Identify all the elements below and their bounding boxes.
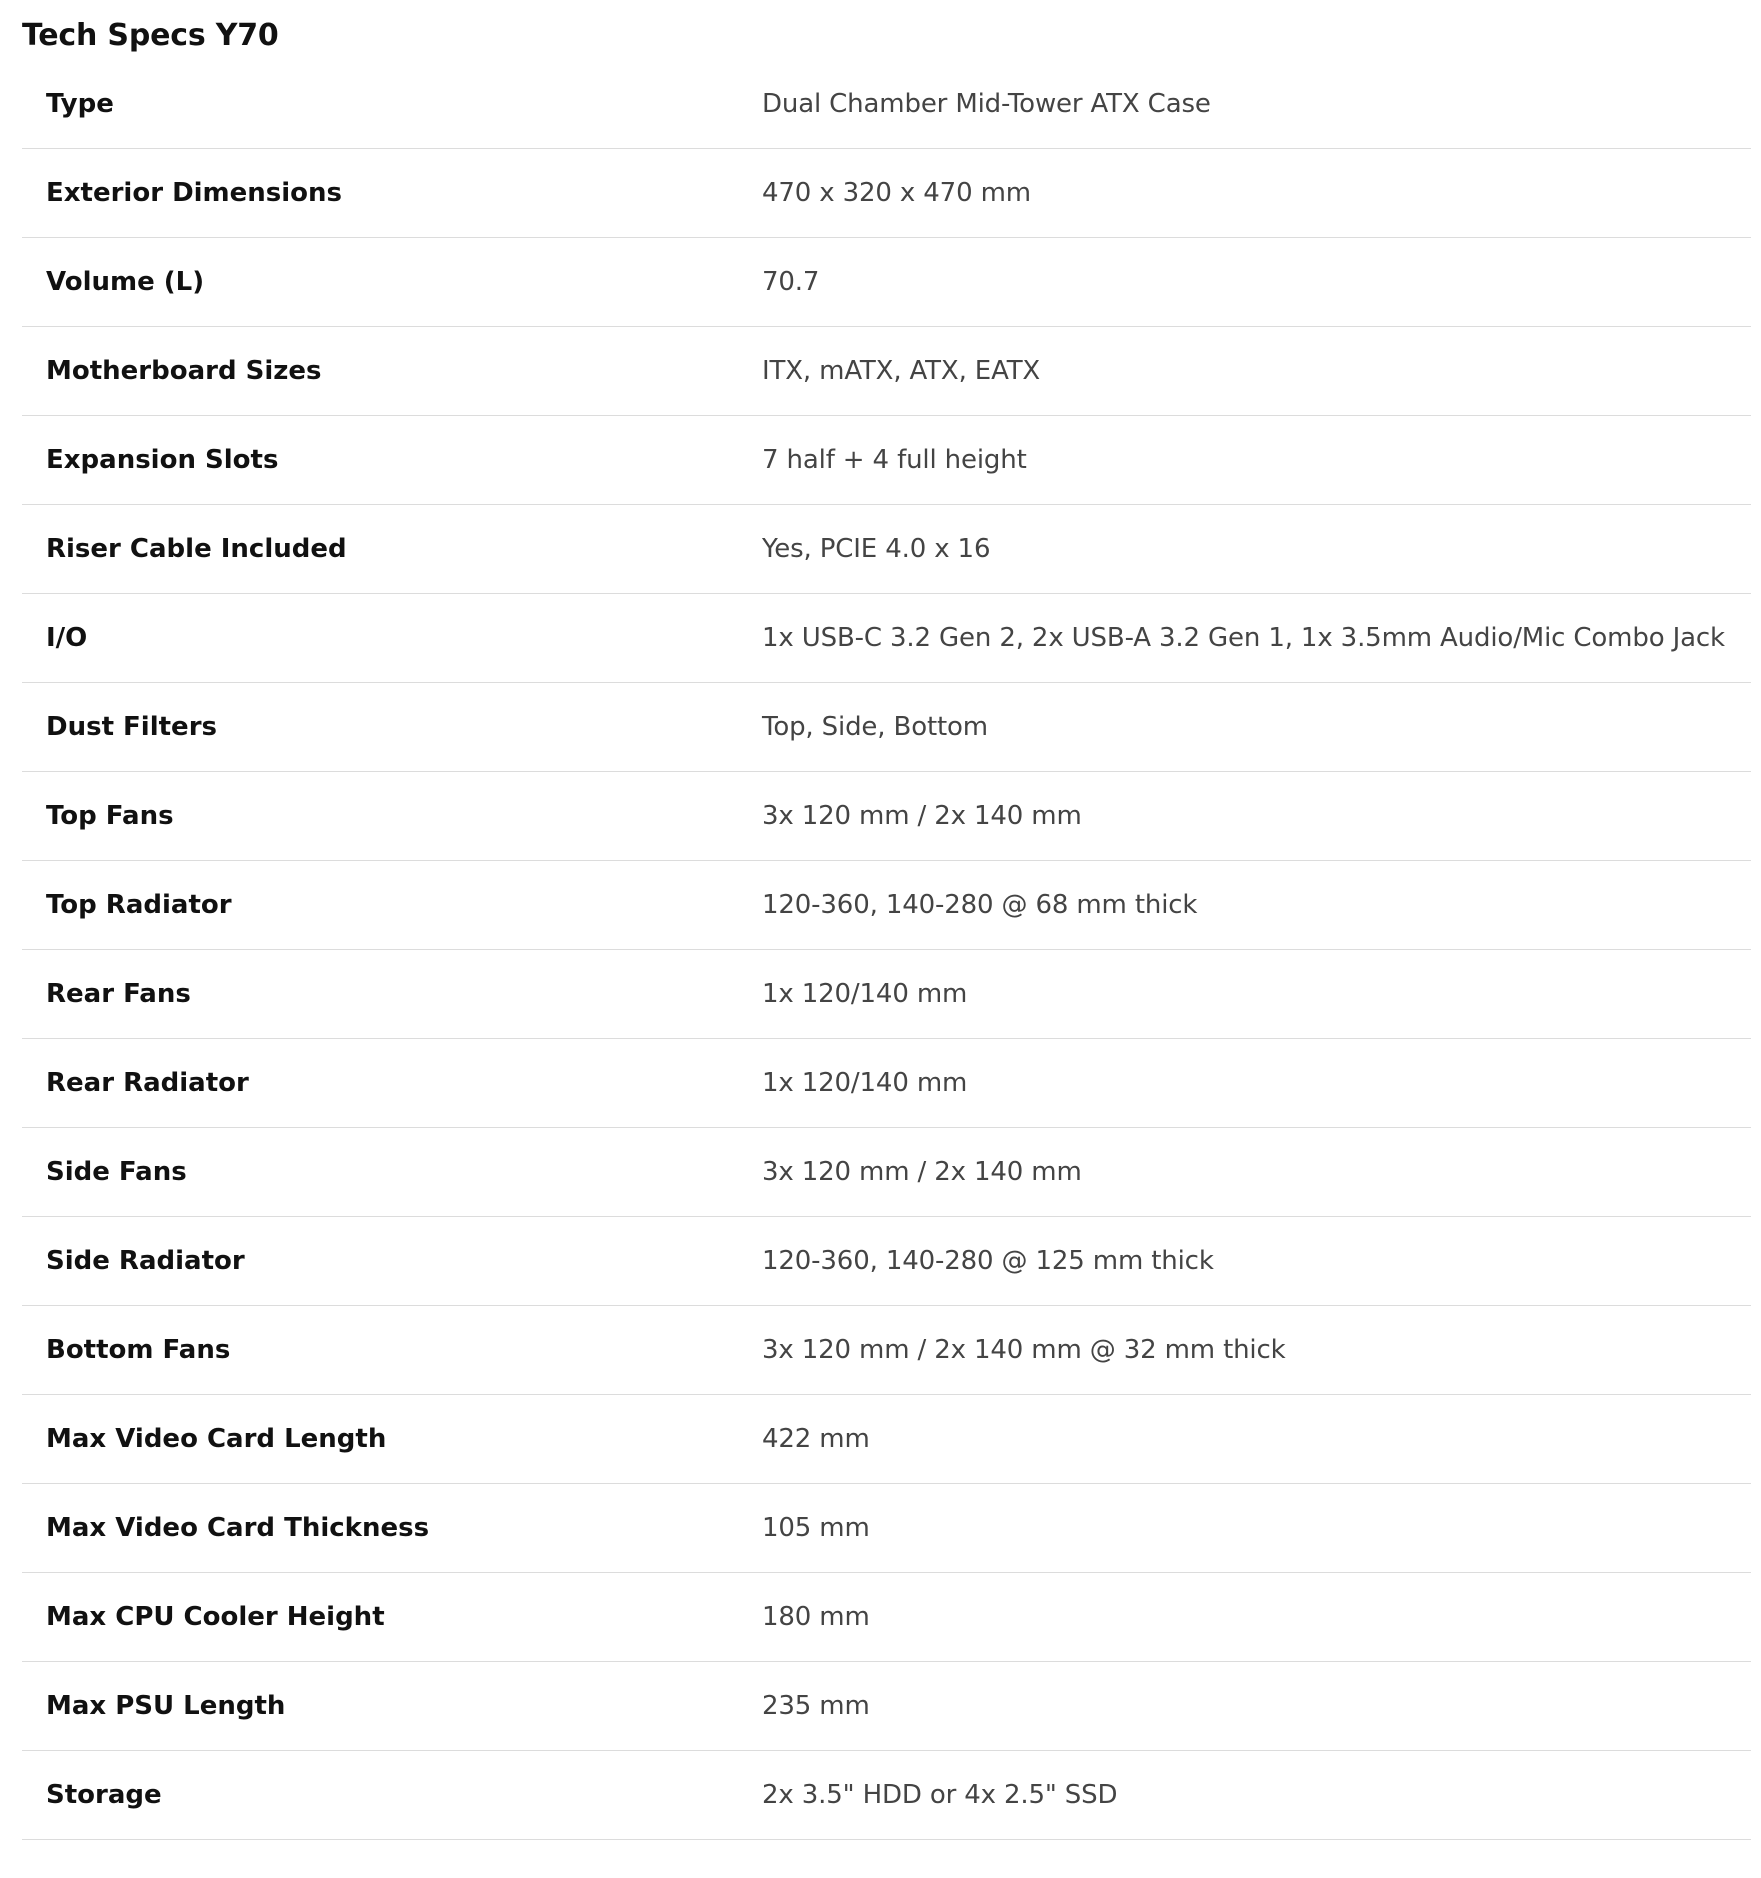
spec-row-max-video-card-thickness [22,1484,1751,1573]
spec-table [22,60,1751,1840]
spec-row-rear-radiator [22,1039,1751,1128]
spec-value: 470 x 320 x 470 mm [762,178,1031,208]
spec-value: 120-360, 140-280 @ 125 mm thick [762,1246,1214,1276]
spec-value: 3x 120 mm / 2x 140 mm [762,1157,1082,1187]
spec-label: Max Video Card Length [46,1424,387,1454]
spec-label: Max Video Card Thickness [46,1513,430,1543]
spec-value: 2x 3.5" HDD or 4x 2.5" SSD [762,1780,1118,1810]
spec-label: Volume (L) [46,267,205,297]
spec-row-motherboard-sizes [22,327,1751,416]
spec-row-dust-filters [22,683,1751,772]
spec-row-type [22,60,1751,149]
spec-label: Storage [46,1780,162,1810]
spec-row-side-radiator [22,1217,1751,1306]
spec-label: Top Radiator [46,890,232,920]
spec-value: 1x 120/140 mm [762,1068,968,1098]
spec-row-max-cpu-cooler-height [22,1573,1751,1662]
spec-row-rear-fans [22,950,1751,1039]
spec-value: 3x 120 mm / 2x 140 mm @ 32 mm thick [762,1335,1286,1365]
spec-label: Motherboard Sizes [46,356,322,386]
spec-row-max-video-card-length [22,1395,1751,1484]
spec-label: Exterior Dimensions [46,178,343,208]
spec-row-io [22,594,1751,683]
page-title: Tech Specs Y70 [22,18,279,53]
spec-label: Rear Radiator [46,1068,249,1098]
spec-row-expansion-slots [22,416,1751,505]
spec-label: Riser Cable Included [46,534,347,564]
spec-value: Dual Chamber Mid-Tower ATX Case [762,89,1211,119]
spec-row-max-psu-length [22,1662,1751,1751]
spec-value: Yes, PCIE 4.0 x 16 [762,534,991,564]
spec-row-storage [22,1751,1751,1840]
spec-label: Bottom Fans [46,1335,231,1365]
spec-label: Type [46,89,114,119]
spec-value: 7 half + 4 full height [762,445,1027,475]
spec-value: 120-360, 140-280 @ 68 mm thick [762,890,1198,920]
spec-label: Dust Filters [46,712,217,742]
spec-row-volume [22,238,1751,327]
spec-value: 1x 120/140 mm [762,979,968,1009]
spec-value: 1x USB-C 3.2 Gen 2, 2x USB-A 3.2 Gen 1, 1x 3.5mm Audio/Mic Combo Jack [762,623,1725,653]
spec-row-exterior-dimensions [22,149,1751,238]
spec-value: 105 mm [762,1513,870,1543]
spec-value: 70.7 [762,267,820,297]
spec-label: Rear Fans [46,979,191,1009]
spec-value: 422 mm [762,1424,870,1454]
spec-label: I/O [46,623,88,653]
spec-row-bottom-fans [22,1306,1751,1395]
spec-label: Top Fans [46,801,174,831]
spec-value: ITX, mATX, ATX, EATX [762,356,1041,386]
spec-label: Max PSU Length [46,1691,286,1721]
spec-row-top-radiator [22,861,1751,950]
spec-label: Max CPU Cooler Height [46,1602,385,1632]
spec-label: Side Radiator [46,1246,245,1276]
spec-row-riser-cable [22,505,1751,594]
spec-label: Side Fans [46,1157,187,1187]
spec-label: Expansion Slots [46,445,279,475]
spec-value: 3x 120 mm / 2x 140 mm [762,801,1082,831]
spec-value: Top, Side, Bottom [762,712,988,742]
spec-value: 180 mm [762,1602,870,1632]
spec-row-top-fans [22,772,1751,861]
spec-value: 235 mm [762,1691,870,1721]
spec-row-side-fans [22,1128,1751,1217]
